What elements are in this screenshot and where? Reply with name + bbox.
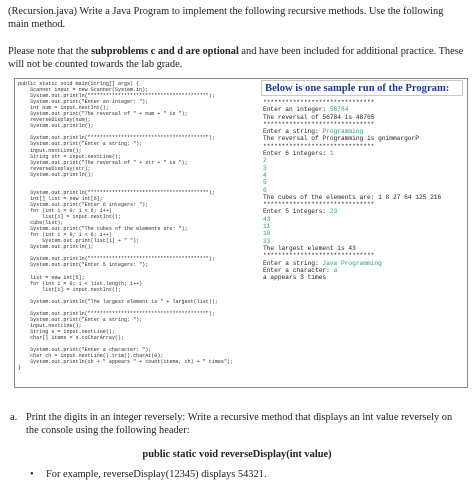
console-line xyxy=(263,223,465,230)
console-line xyxy=(263,252,465,259)
code-line: int[] list = new int[6]; xyxy=(18,195,103,202)
console-line xyxy=(263,230,465,237)
console-line xyxy=(263,165,465,172)
console-line xyxy=(263,106,465,113)
console-line xyxy=(263,245,465,252)
console-line xyxy=(263,99,465,106)
console-user-input: 6 xyxy=(263,186,267,194)
code-line: System.out.println("**************************************"); xyxy=(18,310,215,317)
console-user-input: 1 xyxy=(329,150,334,158)
sample-run-console xyxy=(263,99,465,385)
console-line xyxy=(263,201,465,208)
code-line: System.out.print("Enter a string: "); xyxy=(18,316,143,323)
note-pre: Please note that the xyxy=(8,46,92,57)
code-line: } xyxy=(18,365,22,372)
sample-run-title: Below is one sample run of the Program: xyxy=(261,80,463,96)
code-line: System.out.println("**************************************"); xyxy=(18,135,215,142)
code-line: input.nextLine(); xyxy=(18,322,82,329)
code-line: char ch = input.nextLine().trim().charAt(0); xyxy=(18,353,164,360)
code-line: reverseDisplay(str); xyxy=(18,165,91,172)
console-line xyxy=(263,274,465,281)
console-line xyxy=(263,267,465,274)
code-line: System.out.print("Enter a string: "); xyxy=(18,141,143,148)
console-user-input: Java Programming xyxy=(322,259,382,267)
console-output: ****************************** xyxy=(263,120,375,128)
console-output: Enter 6 integers: xyxy=(263,150,330,158)
console-line xyxy=(263,157,465,164)
console-user-input: 11 xyxy=(263,223,271,231)
console-user-input: 23 xyxy=(329,208,338,216)
console-line xyxy=(263,143,465,150)
code-line: String str = input.nextLine(); xyxy=(18,153,121,160)
note-bold: subproblems c and d are optional xyxy=(91,46,239,57)
console-line xyxy=(263,208,465,215)
console-user-input: 10 xyxy=(263,230,271,238)
question-text: Print the digits in an integer reversely: Write a recursive method that displays an int value reversely on the console using the following header: xyxy=(26,412,453,436)
code-line: list = new int[5]; xyxy=(18,274,85,281)
console-output: Enter 5 integers: xyxy=(263,208,330,216)
console-line xyxy=(263,260,465,267)
code-line: System.out.print("The reversal of " + str + " is "); xyxy=(18,159,188,166)
console-line xyxy=(263,121,465,128)
console-line xyxy=(263,135,465,142)
bullet-icon: • xyxy=(30,469,34,480)
method-header: public static void reverseDisplay(int value) xyxy=(142,449,332,460)
note-text xyxy=(8,46,466,71)
console-output: Enter an integer: xyxy=(263,106,330,114)
console-user-input: Programming xyxy=(322,128,364,136)
console-output: The reversal of Programming is gnimmargorP xyxy=(263,135,419,143)
console-line xyxy=(263,187,465,194)
code-line: Scanner input = new Scanner(System.in); xyxy=(18,87,149,94)
console-output: The cubes of the elements are: 1 8 27 64 125 216 xyxy=(263,193,442,201)
code-line: public static void main(String[] args) { xyxy=(18,81,140,87)
console-line xyxy=(263,150,465,157)
console-user-input: 2 xyxy=(263,157,267,165)
console-user-input: 5 xyxy=(263,179,267,187)
code-line: System.out.println("**************************************"); xyxy=(18,189,215,196)
console-output: ****************************** xyxy=(263,201,375,209)
code-line: list[i] = input.nextInt(); xyxy=(18,214,121,221)
console-line xyxy=(263,216,465,223)
example-text: For example, reverseDisplay(12345) displays 54321. xyxy=(46,469,267,480)
code-line: String s = input.nextLine(); xyxy=(18,328,115,335)
code-line: System.out.println(); xyxy=(18,171,94,178)
console-output: ****************************** xyxy=(263,252,375,260)
intro-text: (Recursion.java) Write a Java Program to implement the following recursive methods. Use the following main method. xyxy=(8,6,444,30)
code-line: System.out.println("**************************************"); xyxy=(18,93,215,100)
console-output: a appears 3 times xyxy=(263,274,327,282)
code-line: list[i] = input.nextInt(); xyxy=(18,286,121,293)
code-line: char[] items = s.toCharArray(); xyxy=(18,334,125,341)
console-user-input: 33 xyxy=(263,237,271,245)
console-output: ****************************** xyxy=(263,99,375,106)
code-line: System.out.println("The largest element is " + largest(list)); xyxy=(18,298,218,305)
console-user-input: a xyxy=(333,266,338,274)
sample-run-panel xyxy=(261,80,465,385)
console-line xyxy=(263,179,465,186)
code-line: System.out.print("The cubes of the elements are: "); xyxy=(18,226,188,233)
console-output: Enter a string: xyxy=(263,128,323,136)
question-letter: a. xyxy=(10,412,18,423)
console-output: The reversal of 56784 is 48765 xyxy=(263,113,375,121)
console-line xyxy=(263,114,465,121)
note-post: and have been included for additional practice. These will not be counted towards the lab grade. xyxy=(8,46,464,70)
console-user-input: 3 xyxy=(263,164,267,172)
code-line: System.out.println(); xyxy=(18,123,94,130)
code-line: System.out.println(); xyxy=(18,244,94,251)
console-output: Enter a string: xyxy=(263,259,323,267)
code-line: System.out.print("Enter 6 integers: "); xyxy=(18,201,149,208)
code-line: System.out.print("The reversal of " + num + " is "); xyxy=(18,111,188,118)
console-output: Enter a character: xyxy=(263,266,334,274)
console-user-input: 56784 xyxy=(329,106,349,114)
console-line xyxy=(263,128,465,135)
console-user-input: 43 xyxy=(263,215,271,223)
code-line: System.out.print("Enter a character: "); xyxy=(18,347,152,354)
console-output: ****************************** xyxy=(263,142,375,150)
code-line: System.out.print("Enter 5 integers: "); xyxy=(18,262,149,269)
code-line: for (int i = 0; i < 6; i++) xyxy=(18,232,112,239)
main-method-code xyxy=(18,81,256,383)
code-line: reverseDisplay(num); xyxy=(18,117,91,124)
code-line: System.out.print("Enter an integer: "); xyxy=(18,99,149,106)
code-line: input.nextLine(); xyxy=(18,147,82,154)
code-line: System.out.println("**************************************"); xyxy=(18,256,215,263)
console-line xyxy=(263,172,465,179)
code-line: System.out.print(list[i] + " "); xyxy=(18,238,140,245)
code-line: System.out.println(ch + " appears " + count(items, ch) + " times"); xyxy=(18,359,234,366)
code-line: cube(list); xyxy=(18,220,64,227)
console-line xyxy=(263,194,465,201)
console-output: The largest element is 43 xyxy=(263,244,356,252)
code-line: int num = input.nextInt(); xyxy=(18,105,109,112)
console-user-input: 4 xyxy=(263,171,267,179)
console-line xyxy=(263,238,465,245)
code-line: for (int i = 0; i < 6; i++) xyxy=(18,207,112,214)
code-figure xyxy=(14,78,468,388)
code-line: for (int i = 0; i < list.length; i++) xyxy=(18,280,143,287)
